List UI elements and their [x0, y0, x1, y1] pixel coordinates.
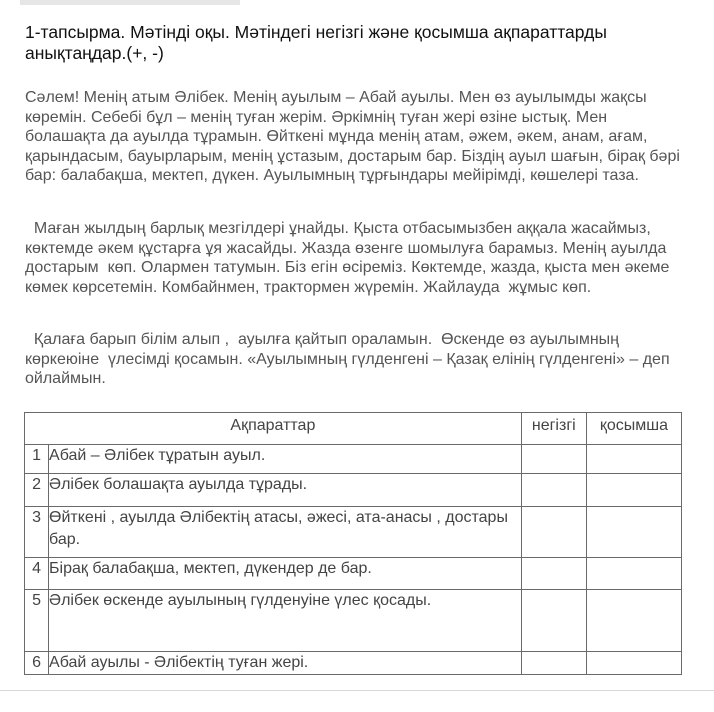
- header-information: Ақпараттар: [25, 413, 522, 445]
- row-number: 4: [25, 558, 49, 590]
- row-number: 2: [25, 474, 49, 507]
- row-statement: Абай ауылы - Әлібектің туған жері.: [49, 652, 522, 675]
- header-additional-info: қосымша: [586, 413, 681, 445]
- main-mark-cell[interactable]: [521, 507, 586, 558]
- additional-mark-cell[interactable]: [586, 507, 681, 558]
- row-number: 5: [25, 590, 49, 652]
- row-statement: Өйткені , ауылда Әлібектің атасы, әжесі, ата-анасы , достары бар.: [49, 507, 522, 558]
- additional-mark-cell[interactable]: [586, 474, 681, 507]
- table-header-row: [25, 413, 682, 445]
- header-main-info: негізгі: [521, 413, 586, 445]
- additional-mark-cell[interactable]: [586, 445, 681, 474]
- table-row: [25, 445, 682, 474]
- row-statement: Абай – Әлібек тұратын ауыл.: [49, 445, 522, 474]
- page-bottom-rule: [0, 690, 714, 691]
- additional-mark-cell[interactable]: [586, 652, 681, 675]
- additional-mark-cell[interactable]: [586, 590, 681, 652]
- main-mark-cell[interactable]: [521, 590, 586, 652]
- main-mark-cell[interactable]: [521, 652, 586, 675]
- table-row: [25, 558, 682, 590]
- table-row: [25, 590, 682, 652]
- main-mark-cell[interactable]: [521, 474, 586, 507]
- text-paragraph-3: Қалаға барып білім алып , ауылға қайтып ораламын. Өскенде өз ауылымның көркеюіне үлесімді қосамын. «Ауылымның гүлденгені – Қазақ елінің гүлденгені» – деп ойлаймын.: [25, 331, 675, 387]
- text-paragraph-1: Сәлем! Менің атым Әлібек. Менің ауылым – Абай ауылы. Мен өз ауылымды жақсы көремін. Себебі бұл – менің туған жерім. Әркімнің туған жері өзіне ыстық. Мен болашақта да ауылда тұрамын. Өйткені мұнда менің атам, әжем, әкем, анам, ағам, қарындасым, бауырларым, менің ұстазым, достарым бар. Біздің ауыл шағын, бірақ бәрі бар: балабақша, мектеп, дүкен. Ауылымның тұрғындары мейірімді, көшелері таза.: [25, 89, 680, 184]
- additional-mark-cell[interactable]: [586, 558, 681, 590]
- text-paragraph-2: Маған жылдың барлық мезгілдері ұнайды. Қыста отбасымызбен аққала жасаймыз, көктемде әкем құстарға ұя жасайды. Жазда өзенге шомылуға барамыз. Менің ауылда достарым көп. Олармен татумын. Біз егін өсіреміз. Көктемде, жазда, қыста мен әкеме көмек көрсетемін. Комбайнмен, трактормен жүремін. Жайлауда жұмыс көп.: [25, 220, 674, 296]
- row-number: 1: [25, 445, 49, 474]
- cropped-top-line: [20, 0, 240, 5]
- task-heading: 1-тапсырма. Мәтінді оқы. Мәтіндегі негізгі және қосымша ақпараттарды анықтаңдар.(+, -): [25, 22, 607, 63]
- row-number: 6: [25, 652, 49, 675]
- row-statement: Әлібек болашақта ауылда тұрады.: [49, 474, 522, 507]
- table-row: [25, 474, 682, 507]
- row-statement: Бірақ балабақша, мектеп, дүкендер де бар.: [49, 558, 522, 590]
- information-table: [24, 412, 682, 675]
- row-statement: Әлібек өскенде ауылының гүлденуіне үлес қосады.: [49, 590, 522, 652]
- main-mark-cell[interactable]: [521, 445, 586, 474]
- table-row: [25, 507, 682, 558]
- main-mark-cell[interactable]: [521, 558, 586, 590]
- row-number: 3: [25, 507, 49, 558]
- table-row: [25, 652, 682, 675]
